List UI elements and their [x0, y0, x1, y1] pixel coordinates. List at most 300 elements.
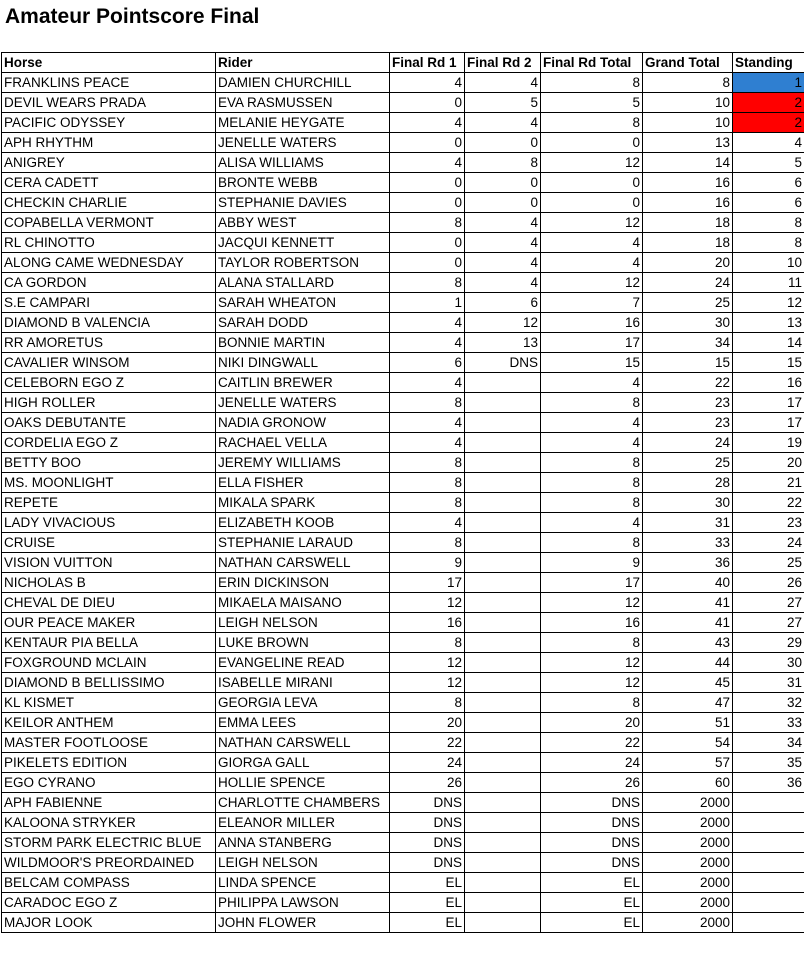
standing-cell: 32: [733, 693, 804, 713]
rider-cell: ELIZABETH KOOB: [216, 513, 390, 533]
grand-total-cell: 41: [643, 593, 733, 613]
table-row: [2, 633, 804, 653]
results-table: [1, 52, 804, 933]
table-row: [2, 173, 804, 193]
horse-cell: BELCAM COMPASS: [2, 873, 216, 893]
table-row: [2, 873, 804, 893]
final-rd-1-cell: 0: [390, 133, 465, 153]
standing-cell: 26: [733, 573, 804, 593]
standing-cell: 23: [733, 513, 804, 533]
horse-cell: DIAMOND B BELLISSIMO: [2, 673, 216, 693]
final-rd-1-cell: 6: [390, 353, 465, 373]
rider-cell: NADIA GRONOW: [216, 413, 390, 433]
final-rd-1-cell: 4: [390, 333, 465, 353]
final-rd-total-cell: 12: [541, 673, 643, 693]
table-row: [2, 93, 804, 113]
grand-total-cell: 34: [643, 333, 733, 353]
final-rd-1-cell: DNS: [390, 833, 465, 853]
table-row: [2, 193, 804, 213]
grand-total-cell: 2000: [643, 913, 733, 933]
final-rd-2-cell: [465, 553, 541, 573]
grand-total-cell: 10: [643, 93, 733, 113]
grand-total-cell: 47: [643, 693, 733, 713]
table-row: [2, 753, 804, 773]
table-row: [2, 733, 804, 753]
rider-cell: CAITLIN BREWER: [216, 373, 390, 393]
final-rd-total-cell: DNS: [541, 853, 643, 873]
final-rd-2-cell: [465, 753, 541, 773]
final-rd-1-cell: 4: [390, 433, 465, 453]
final-rd-2-cell: [465, 713, 541, 733]
rider-cell: EVA RASMUSSEN: [216, 93, 390, 113]
rider-cell: MIKALA SPARK: [216, 493, 390, 513]
final-rd-1-cell: 4: [390, 513, 465, 533]
rider-cell: LEIGH NELSON: [216, 613, 390, 633]
table-row: [2, 353, 804, 373]
rider-cell: MELANIE HEYGATE: [216, 113, 390, 133]
standing-cell: 33: [733, 713, 804, 733]
final-rd-total-cell: 15: [541, 353, 643, 373]
grand-total-cell: 18: [643, 213, 733, 233]
final-rd-total-cell: 20: [541, 713, 643, 733]
standing-cell: 30: [733, 653, 804, 673]
final-rd-2-cell: 0: [465, 173, 541, 193]
rider-cell: JENELLE WATERS: [216, 393, 390, 413]
horse-cell: FRANKLINS PEACE: [2, 73, 216, 93]
grand-total-cell: 30: [643, 313, 733, 333]
horse-cell: DIAMOND B VALENCIA: [2, 313, 216, 333]
standing-cell: 16: [733, 373, 804, 393]
final-rd-total-cell: 12: [541, 593, 643, 613]
table-row: [2, 453, 804, 473]
grand-total-cell: 20: [643, 253, 733, 273]
rider-cell: SARAH WHEATON: [216, 293, 390, 313]
standing-cell: 20: [733, 453, 804, 473]
horse-cell: WILDMOOR'S PREORDAINED: [2, 853, 216, 873]
column-header-final-rd-1: Final Rd 1: [390, 53, 465, 73]
final-rd-1-cell: EL: [390, 873, 465, 893]
table-row: [2, 653, 804, 673]
final-rd-1-cell: 22: [390, 733, 465, 753]
table-row: [2, 153, 804, 173]
horse-cell: PACIFIC ODYSSEY: [2, 113, 216, 133]
final-rd-2-cell: [465, 493, 541, 513]
rider-cell: SARAH DODD: [216, 313, 390, 333]
final-rd-1-cell: 8: [390, 493, 465, 513]
final-rd-1-cell: 0: [390, 253, 465, 273]
standing-cell: 17: [733, 413, 804, 433]
final-rd-1-cell: 17: [390, 573, 465, 593]
standing-cell: 34: [733, 733, 804, 753]
rider-cell: BRONTE WEBB: [216, 173, 390, 193]
final-rd-total-cell: 12: [541, 213, 643, 233]
table-row: [2, 273, 804, 293]
final-rd-total-cell: 8: [541, 693, 643, 713]
horse-cell: VISION VUITTON: [2, 553, 216, 573]
final-rd-2-cell: 12: [465, 313, 541, 333]
grand-total-cell: 25: [643, 293, 733, 313]
standing-cell: [733, 853, 804, 873]
rider-cell: MIKAELA MAISANO: [216, 593, 390, 613]
rider-cell: JEREMY WILLIAMS: [216, 453, 390, 473]
horse-cell: DEVIL WEARS PRADA: [2, 93, 216, 113]
column-header-final-rd-total: Final Rd Total: [541, 53, 643, 73]
final-rd-1-cell: 4: [390, 113, 465, 133]
standing-cell: 21: [733, 473, 804, 493]
final-rd-total-cell: 4: [541, 233, 643, 253]
final-rd-2-cell: [465, 833, 541, 853]
rider-cell: PHILIPPA LAWSON: [216, 893, 390, 913]
final-rd-2-cell: [465, 653, 541, 673]
horse-cell: CHEVAL DE DIEU: [2, 593, 216, 613]
horse-cell: CARADOC EGO Z: [2, 893, 216, 913]
grand-total-cell: 2000: [643, 833, 733, 853]
final-rd-total-cell: EL: [541, 913, 643, 933]
final-rd-2-cell: [465, 513, 541, 533]
final-rd-1-cell: 4: [390, 73, 465, 93]
final-rd-total-cell: 17: [541, 573, 643, 593]
final-rd-2-cell: [465, 893, 541, 913]
grand-total-cell: 57: [643, 753, 733, 773]
final-rd-total-cell: 8: [541, 473, 643, 493]
final-rd-total-cell: 17: [541, 333, 643, 353]
standing-cell: 10: [733, 253, 804, 273]
standing-cell: 27: [733, 593, 804, 613]
final-rd-1-cell: 0: [390, 173, 465, 193]
final-rd-total-cell: 0: [541, 133, 643, 153]
final-rd-2-cell: DNS: [465, 353, 541, 373]
standing-cell: 12: [733, 293, 804, 313]
table-row: [2, 793, 804, 813]
header-row: [2, 53, 804, 73]
final-rd-2-cell: [465, 793, 541, 813]
horse-cell: HIGH ROLLER: [2, 393, 216, 413]
grand-total-cell: 25: [643, 453, 733, 473]
standing-cell: [733, 893, 804, 913]
grand-total-cell: 2000: [643, 873, 733, 893]
final-rd-total-cell: 8: [541, 113, 643, 133]
final-rd-total-cell: EL: [541, 893, 643, 913]
final-rd-1-cell: 20: [390, 713, 465, 733]
rider-cell: HOLLIE SPENCE: [216, 773, 390, 793]
table-body: [2, 73, 804, 933]
horse-cell: KENTAUR PIA BELLA: [2, 633, 216, 653]
rider-cell: LINDA SPENCE: [216, 873, 390, 893]
standing-cell: 13: [733, 313, 804, 333]
final-rd-1-cell: 8: [390, 453, 465, 473]
rider-cell: NATHAN CARSWELL: [216, 553, 390, 573]
table-row: [2, 413, 804, 433]
standing-cell: 17: [733, 393, 804, 413]
table-row: [2, 673, 804, 693]
final-rd-total-cell: DNS: [541, 813, 643, 833]
grand-total-cell: 30: [643, 493, 733, 513]
final-rd-total-cell: 24: [541, 753, 643, 773]
final-rd-total-cell: 8: [541, 533, 643, 553]
horse-cell: CHECKIN CHARLIE: [2, 193, 216, 213]
rider-cell: BONNIE MARTIN: [216, 333, 390, 353]
rider-cell: ALANA STALLARD: [216, 273, 390, 293]
rider-cell: JACQUI KENNETT: [216, 233, 390, 253]
final-rd-2-cell: [465, 633, 541, 653]
table-row: [2, 493, 804, 513]
final-rd-1-cell: 0: [390, 93, 465, 113]
final-rd-1-cell: 0: [390, 233, 465, 253]
final-rd-1-cell: EL: [390, 893, 465, 913]
final-rd-2-cell: [465, 413, 541, 433]
horse-cell: NICHOLAS B: [2, 573, 216, 593]
final-rd-1-cell: 12: [390, 593, 465, 613]
grand-total-cell: 16: [643, 193, 733, 213]
standing-cell: 5: [733, 153, 804, 173]
horse-cell: EGO CYRANO: [2, 773, 216, 793]
table-row: [2, 773, 804, 793]
final-rd-total-cell: 4: [541, 513, 643, 533]
final-rd-total-cell: 8: [541, 633, 643, 653]
rider-cell: NIKI DINGWALL: [216, 353, 390, 373]
standing-cell: 2: [733, 113, 804, 133]
final-rd-total-cell: 22: [541, 733, 643, 753]
final-rd-total-cell: DNS: [541, 833, 643, 853]
horse-cell: APH FABIENNE: [2, 793, 216, 813]
rider-cell: ABBY WEST: [216, 213, 390, 233]
final-rd-1-cell: 26: [390, 773, 465, 793]
table-row: [2, 713, 804, 733]
final-rd-1-cell: 1: [390, 293, 465, 313]
column-header-rider: Rider: [216, 53, 390, 73]
rider-cell: ANNA STANBERG: [216, 833, 390, 853]
horse-cell: OUR PEACE MAKER: [2, 613, 216, 633]
grand-total-cell: 22: [643, 373, 733, 393]
horse-cell: ALONG CAME WEDNESDAY: [2, 253, 216, 273]
table-row: [2, 913, 804, 933]
final-rd-2-cell: 0: [465, 133, 541, 153]
grand-total-cell: 24: [643, 433, 733, 453]
final-rd-2-cell: 6: [465, 293, 541, 313]
grand-total-cell: 23: [643, 413, 733, 433]
final-rd-total-cell: 9: [541, 553, 643, 573]
horse-cell: CERA CADETT: [2, 173, 216, 193]
table-row: [2, 533, 804, 553]
standing-cell: 36: [733, 773, 804, 793]
final-rd-total-cell: 8: [541, 453, 643, 473]
table-row: [2, 473, 804, 493]
horse-cell: KL KISMET: [2, 693, 216, 713]
final-rd-2-cell: 8: [465, 153, 541, 173]
rider-cell: ISABELLE MIRANI: [216, 673, 390, 693]
rider-cell: EMMA LEES: [216, 713, 390, 733]
table-row: [2, 833, 804, 853]
table-row: [2, 333, 804, 353]
grand-total-cell: 2000: [643, 813, 733, 833]
grand-total-cell: 15: [643, 353, 733, 373]
rider-cell: TAYLOR ROBERTSON: [216, 253, 390, 273]
final-rd-2-cell: [465, 813, 541, 833]
rider-cell: GEORGIA LEVA: [216, 693, 390, 713]
standing-cell: 8: [733, 213, 804, 233]
grand-total-cell: 36: [643, 553, 733, 573]
page-title: Amateur Pointscore Final: [5, 5, 260, 28]
table-row: [2, 853, 804, 873]
horse-cell: MS. MOONLIGHT: [2, 473, 216, 493]
table-row: [2, 313, 804, 333]
rider-cell: STEPHANIE LARAUD: [216, 533, 390, 553]
standing-cell: 8: [733, 233, 804, 253]
final-rd-2-cell: [465, 913, 541, 933]
table-row: [2, 293, 804, 313]
column-header-horse: Horse: [2, 53, 216, 73]
standing-cell: 2: [733, 93, 804, 113]
standing-cell: 24: [733, 533, 804, 553]
final-rd-2-cell: [465, 733, 541, 753]
final-rd-total-cell: 4: [541, 253, 643, 273]
rider-cell: LEIGH NELSON: [216, 853, 390, 873]
final-rd-1-cell: 24: [390, 753, 465, 773]
rider-cell: LUKE BROWN: [216, 633, 390, 653]
final-rd-total-cell: 12: [541, 273, 643, 293]
table-row: [2, 613, 804, 633]
standing-cell: 19: [733, 433, 804, 453]
final-rd-total-cell: 0: [541, 173, 643, 193]
final-rd-total-cell: 16: [541, 313, 643, 333]
final-rd-total-cell: EL: [541, 873, 643, 893]
final-rd-1-cell: 12: [390, 653, 465, 673]
table-row: [2, 253, 804, 273]
horse-cell: ANIGREY: [2, 153, 216, 173]
final-rd-2-cell: [465, 773, 541, 793]
standing-cell: 4: [733, 133, 804, 153]
horse-cell: BETTY BOO: [2, 453, 216, 473]
final-rd-1-cell: DNS: [390, 793, 465, 813]
final-rd-total-cell: 8: [541, 73, 643, 93]
final-rd-1-cell: 8: [390, 213, 465, 233]
final-rd-total-cell: 16: [541, 613, 643, 633]
rider-cell: ERIN DICKINSON: [216, 573, 390, 593]
final-rd-2-cell: 4: [465, 253, 541, 273]
grand-total-cell: 14: [643, 153, 733, 173]
final-rd-2-cell: [465, 613, 541, 633]
final-rd-1-cell: 4: [390, 313, 465, 333]
final-rd-1-cell: 8: [390, 473, 465, 493]
horse-cell: S.E CAMPARI: [2, 293, 216, 313]
table-row: [2, 373, 804, 393]
grand-total-cell: 10: [643, 113, 733, 133]
final-rd-1-cell: 8: [390, 533, 465, 553]
rider-cell: RACHAEL VELLA: [216, 433, 390, 453]
standing-cell: 11: [733, 273, 804, 293]
standing-cell: 6: [733, 173, 804, 193]
final-rd-2-cell: [465, 433, 541, 453]
final-rd-total-cell: 5: [541, 93, 643, 113]
final-rd-2-cell: [465, 453, 541, 473]
grand-total-cell: 28: [643, 473, 733, 493]
final-rd-2-cell: [465, 373, 541, 393]
grand-total-cell: 54: [643, 733, 733, 753]
horse-cell: MASTER FOOTLOOSE: [2, 733, 216, 753]
final-rd-2-cell: [465, 853, 541, 873]
horse-cell: CA GORDON: [2, 273, 216, 293]
final-rd-1-cell: 4: [390, 413, 465, 433]
table-row: [2, 433, 804, 453]
final-rd-2-cell: [465, 393, 541, 413]
rider-cell: STEPHANIE DAVIES: [216, 193, 390, 213]
final-rd-2-cell: 4: [465, 113, 541, 133]
final-rd-2-cell: 4: [465, 233, 541, 253]
final-rd-2-cell: [465, 873, 541, 893]
final-rd-1-cell: 4: [390, 373, 465, 393]
grand-total-cell: 60: [643, 773, 733, 793]
rider-cell: CHARLOTTE CHAMBERS: [216, 793, 390, 813]
final-rd-1-cell: EL: [390, 913, 465, 933]
standing-cell: 14: [733, 333, 804, 353]
final-rd-1-cell: 0: [390, 193, 465, 213]
horse-cell: COPABELLA VERMONT: [2, 213, 216, 233]
grand-total-cell: 40: [643, 573, 733, 593]
standing-cell: 35: [733, 753, 804, 773]
final-rd-2-cell: 5: [465, 93, 541, 113]
rider-cell: NATHAN CARSWELL: [216, 733, 390, 753]
column-header-grand-total: Grand Total: [643, 53, 733, 73]
final-rd-1-cell: DNS: [390, 853, 465, 873]
final-rd-total-cell: 4: [541, 373, 643, 393]
horse-cell: STORM PARK ELECTRIC BLUE: [2, 833, 216, 853]
final-rd-2-cell: [465, 673, 541, 693]
standing-cell: [733, 833, 804, 853]
table-row: [2, 693, 804, 713]
grand-total-cell: 31: [643, 513, 733, 533]
column-header-final-rd-2: Final Rd 2: [465, 53, 541, 73]
standing-cell: [733, 813, 804, 833]
horse-cell: CRUISE: [2, 533, 216, 553]
column-header-standing: Standing: [733, 53, 804, 73]
grand-total-cell: 2000: [643, 853, 733, 873]
final-rd-2-cell: 0: [465, 193, 541, 213]
final-rd-2-cell: [465, 573, 541, 593]
grand-total-cell: 2000: [643, 893, 733, 913]
standing-cell: 27: [733, 613, 804, 633]
final-rd-2-cell: 4: [465, 213, 541, 233]
rider-cell: GIORGA GALL: [216, 753, 390, 773]
horse-cell: CAVALIER WINSOM: [2, 353, 216, 373]
table-row: [2, 233, 804, 253]
horse-cell: KALOONA STRYKER: [2, 813, 216, 833]
table-row: [2, 73, 804, 93]
horse-cell: CELEBORN EGO Z: [2, 373, 216, 393]
final-rd-2-cell: 13: [465, 333, 541, 353]
final-rd-1-cell: 9: [390, 553, 465, 573]
grand-total-cell: 43: [643, 633, 733, 653]
table-row: [2, 213, 804, 233]
rider-cell: ELLA FISHER: [216, 473, 390, 493]
standing-cell: 31: [733, 673, 804, 693]
table-row: [2, 113, 804, 133]
grand-total-cell: 23: [643, 393, 733, 413]
table-row: [2, 393, 804, 413]
final-rd-total-cell: 26: [541, 773, 643, 793]
standing-cell: [733, 793, 804, 813]
final-rd-total-cell: 4: [541, 433, 643, 453]
final-rd-1-cell: 8: [390, 693, 465, 713]
grand-total-cell: 13: [643, 133, 733, 153]
standing-cell: 6: [733, 193, 804, 213]
final-rd-1-cell: 8: [390, 393, 465, 413]
horse-cell: FOXGROUND MCLAIN: [2, 653, 216, 673]
final-rd-total-cell: DNS: [541, 793, 643, 813]
grand-total-cell: 8: [643, 73, 733, 93]
final-rd-total-cell: 7: [541, 293, 643, 313]
final-rd-2-cell: [465, 693, 541, 713]
final-rd-1-cell: 16: [390, 613, 465, 633]
